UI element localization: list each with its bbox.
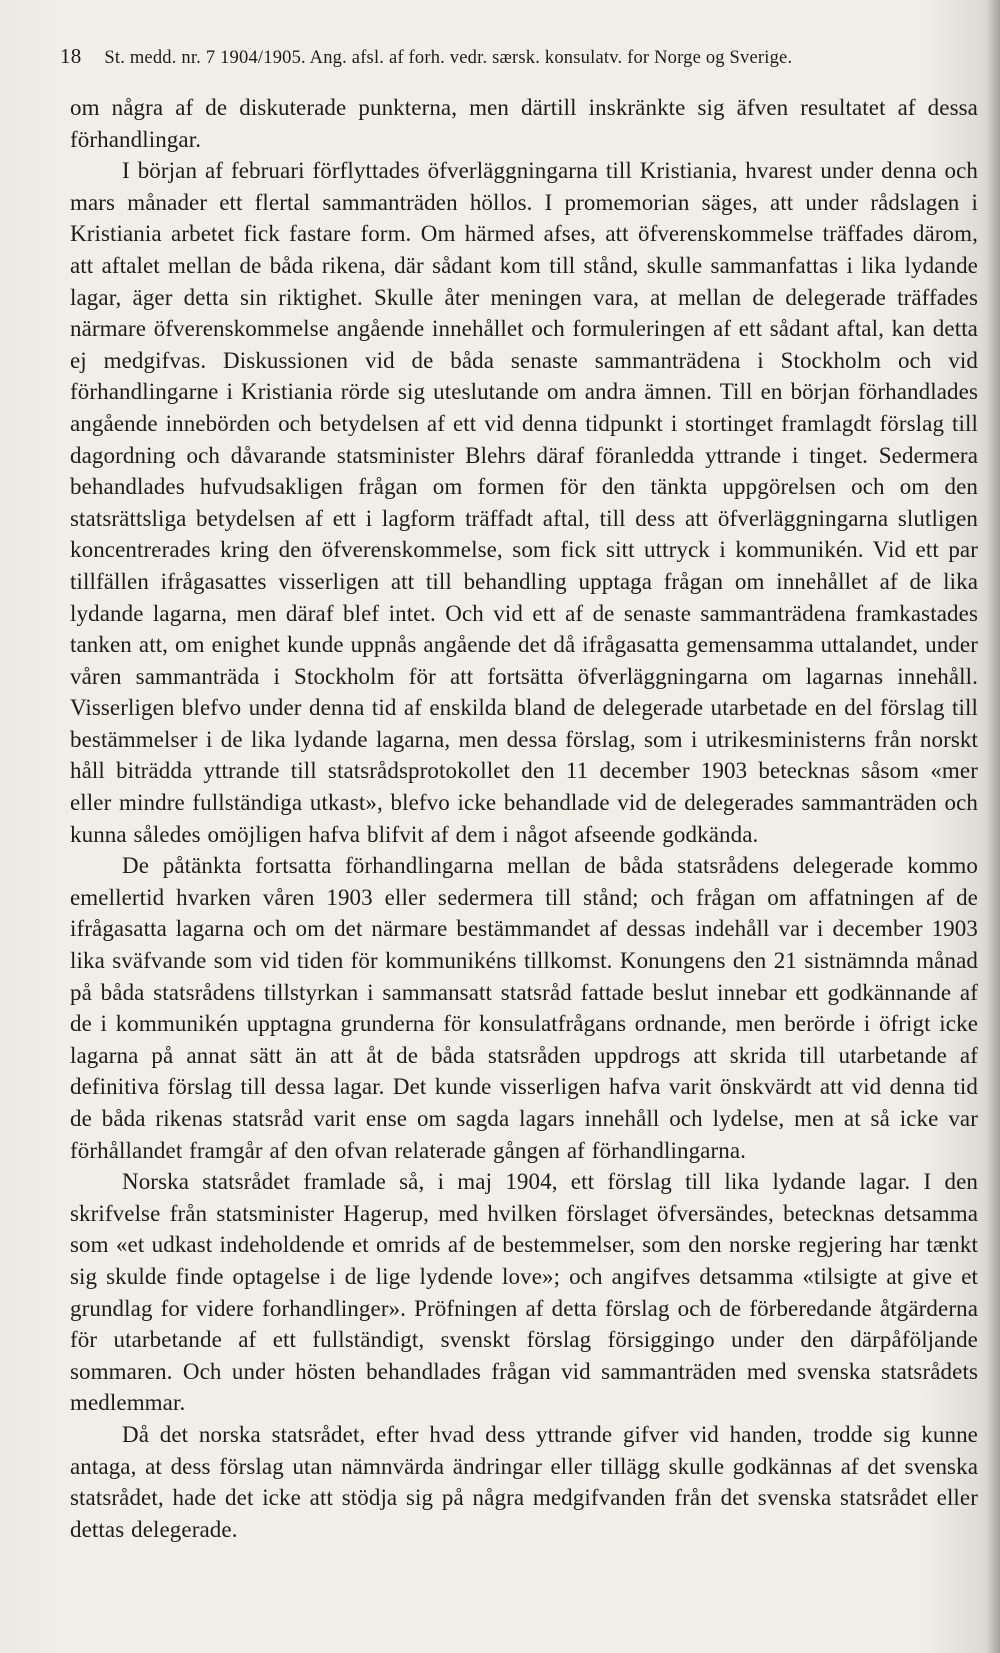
- paragraph-norwegian-proposal: Norska statsrådet framlade så, i maj 1904, ett förslag till lika lydande lagar. I den skrifvelse från statsminister Hagerup, med hvilken förslaget öfversändes, betecknas detsamma som «et udkast indeholdende et omrids af de bestemmelser, som den norske regjering har tænkt sig skulde finde optagelse i de lige lydende love»; och angifves detsamma «tilsigte at give et grundlag for videre forhandlinger». Pröfningen af detta förslag och de förberedande åtgärderna för utarbetande af ett fullständigt, svenskt förslag försiggingo under den därpåföljande sommaren. Och under hösten behandlades frågan vid sammanträden med svenska statsrådets medlemmar.: [70, 1169, 978, 1416]
- page-header: [60, 44, 792, 69]
- page-number: 18: [60, 44, 82, 68]
- body-text: [70, 92, 978, 1545]
- page-edge-shadow: [986, 0, 1000, 1653]
- paragraph-continuation: om några af de diskuterade punkterna, men därtill inskränkte sig äfven resultatet af dessa förhandlingar.: [70, 95, 978, 152]
- paragraph-planned-negotiations: De påtänkta fortsatta förhandlingarna mellan de båda statsrådens delegerade kommo emellertid hvarken våren 1903 eller sedermera till stånd; och frågan om affatningen af de ifrågasatta lagarna och om det närmare bestämmandet af dessas indehåll var i december 1903 lika sväfvande som vid tiden för kommunikéns tillkomst. Konungens den 21 sistnämnda månad på båda statsrådens tillstyrkan i sammansatt statsråd fattade beslut innebar ett godkännande af de i kommunikén upptagna grunderna för konsulatfrågans ordnande, men berörde i öfrigt icke lagarna på annat sätt än att åt de båda statsråden uppdrogs att skrida till utarbetande af definitiva förslag till dessa lagar. Det kunde visserligen hafva varit önskvärdt att vid denna tid de båda rikenas statsråd varit ense om sagda lagars innehåll och lydelse, men at så icke var förhållandet framgår af den ofvan relaterade gången af förhandlingarna.: [70, 853, 978, 1163]
- paragraph-conclusion: Då det norska statsrådet, efter hvad dess yttrande gifver vid handen, trodde sig kunne antaga, at dess förslag utan nämnvärda ändringar eller tillägg skulle godkännas af det svenska statsrådet, hade det icke att stödja sig på några medgifvanden från det svenska statsrådet eller dettas delegerade.: [70, 1421, 978, 1542]
- running-head: St. medd. nr. 7 1904/1905. Ang. afsl. af forh. vedr. særsk. konsulatv. for Norge og Sverige.: [104, 48, 793, 68]
- paragraph-february-negotiations: I början af februari förflyttades öfverläggningarna till Kristiania, hvarest under denna och mars månader ett flertal sammanträden höllos. I promemorian säges, att under rådslagen i Kristiania arbetet fick fastare form. Om härmed afses, att öfverenskommelse träffades därom, att aftalet mellan de båda rikena, där sådant kom till stånd, skulle sammanfattas i lika lydande lagar, äger detta sin riktighet. Skulle åter meningen vara, at mellan de delegerade träffades närmare öfverenskommelse angående innehållet och formuleringen af ett sådant aftal, kan detta ej medgifvas. Diskussionen vid de båda senaste sammanträdena i Stockholm och vid förhandlingarne i Kristiania rörde sig uteslutande om andra ämnen. Till en början förhandlades angående innebörden och betydelsen af ett vid denna tidpunkt i stortinget framlagdt förslag till dagordning och dåvarande statsminister Blehrs däraf föranledda yttrande i tinget. Sedermera behandlades hufvudsakligen frågan om formen för den tänkta uppgörelsen och om den statsrättsliga betydelsen af ett i lagform träffadt aftal, till dess att öfverläggningarna slutligen koncentrerades kring den öfverenskommelse, som fick sitt uttryck i kommunikén. Vid ett par tillfällen ifrågasattes visserligen att till behandling upptaga frågan om innehållet af de lika lydande lagarna, men däraf blef intet. Och vid ett af de senaste sammanträdena framkastades tanken att, om enighet kunde uppnås angående det då ifrågasatta gemensamma uttalandet, under våren sammanträda i Stockholm för att fortsätta öfverläggningarna om lagarnas innehåll. Visserligen blefvo under denna tid af enskilda bland de delegerade utarbetade en del förslag till bestämmelser i de lika lydande lagarna, men dessa förslag, som i utrikesministerns från norskt håll biträdda yttrande till statsrådsprotokollet den 11 december 1903 betecknas såsom «mer eller mindre fullständiga utkast», blefvo icke behandlade vid de delegerades sammanträden och kunna således omöjligen hafva blifvit af dem i något afseende godkända.: [70, 158, 978, 847]
